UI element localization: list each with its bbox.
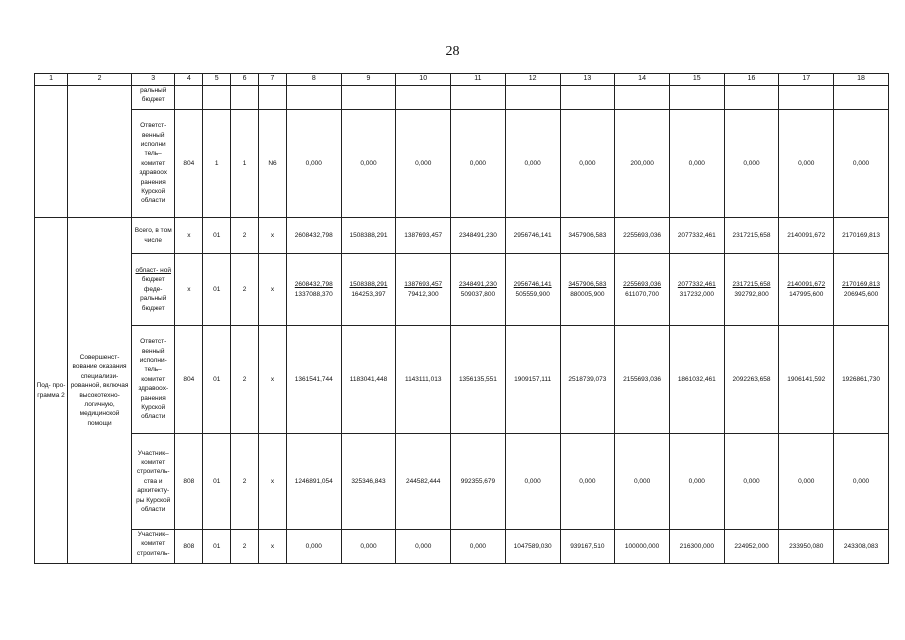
code-cell: 01	[203, 530, 231, 564]
value-cell: 0,000	[560, 110, 615, 218]
value-cell: 2348491,230	[451, 218, 506, 254]
executor-cell: Всего, в том числе	[132, 218, 175, 254]
value-cell: 0,000	[396, 110, 451, 218]
page-number: 28	[445, 44, 460, 59]
value-cell: 2077332,461 317232,000	[669, 254, 724, 326]
header-cell: 9	[341, 74, 396, 86]
table-row	[35, 254, 889, 326]
code-cell: 1	[231, 110, 259, 218]
value-cell: 1508388,291	[341, 218, 396, 254]
value-cell: 0,000	[396, 530, 451, 564]
value-cell: 992355,679	[451, 434, 506, 530]
value-cell: 1246891,054	[286, 434, 341, 530]
empty-cell	[68, 86, 132, 218]
participant-cell: Участник– комитет строитель-	[132, 530, 175, 564]
code-cell: 804	[175, 110, 203, 218]
value-cell: 2170169,813	[834, 218, 889, 254]
value-cell: 0,000	[615, 434, 670, 530]
code-cell: 01	[203, 326, 231, 434]
code-cell: х	[259, 254, 287, 326]
value-cell: 0,000	[724, 434, 779, 530]
value-cell: 2317215,658	[724, 218, 779, 254]
header-cell: 18	[834, 74, 889, 86]
value-cell: 0,000	[779, 110, 834, 218]
value-cell: 1356135,551	[451, 326, 506, 434]
value-cell: 2170169,813 206945,600	[834, 254, 889, 326]
header-cell: 6	[231, 74, 259, 86]
budget-source-cell	[132, 254, 175, 326]
table-row	[35, 218, 889, 254]
code-cell: 1	[203, 110, 231, 218]
code-cell: х	[259, 434, 287, 530]
header-cell: 15	[669, 74, 724, 86]
value-cell: 2608432,798 1337088,370	[286, 254, 341, 326]
code-cell: N6	[259, 110, 287, 218]
header-cell: 3	[132, 74, 175, 86]
participant-cell: Участник– комитет строитель- ства и архитекту- ры Курской области	[132, 434, 175, 530]
code-cell: х	[259, 326, 287, 434]
header-cell: 10	[396, 74, 451, 86]
value-cell: 1508388,291 164253,397	[341, 254, 396, 326]
header-cell: 11	[451, 74, 506, 86]
code-cell: 2	[231, 326, 259, 434]
value-cell: 2140091,672 147995,600	[779, 254, 834, 326]
header-cell: 13	[560, 74, 615, 86]
value-cell: 1047589,030	[505, 530, 560, 564]
value-cell: 0,000	[286, 530, 341, 564]
value-cell: 1909157,111	[505, 326, 560, 434]
header-cell: 1	[35, 74, 68, 86]
code-cell: 804	[175, 326, 203, 434]
value-cell: 2608432,798	[286, 218, 341, 254]
code-cell: 808	[175, 530, 203, 564]
value-cell: 1387693,457	[396, 218, 451, 254]
value-cell: 939167,510	[560, 530, 615, 564]
value-cell: 2077332,461	[669, 218, 724, 254]
value-cell: 2317215,658 392792,800	[724, 254, 779, 326]
value-cell: 0,000	[505, 110, 560, 218]
header-cell: 17	[779, 74, 834, 86]
value-cell: 1906141,592	[779, 326, 834, 434]
executor-cell: Ответст- венный исполни тель– комитет здравоох ранения Курской области	[132, 110, 175, 218]
fragment-cell: ральный бюджет	[132, 86, 175, 110]
budget-source-b: бюджет феде- ральный бюджет	[140, 276, 167, 312]
value-cell: 2956746,141	[505, 218, 560, 254]
header-cell: 2	[68, 74, 132, 86]
header-cell: 7	[259, 74, 287, 86]
value-cell: 3457906,583	[560, 218, 615, 254]
value-cell: 2255693,036 611070,700	[615, 254, 670, 326]
value-cell: 2092263,658	[724, 326, 779, 434]
value-cell: 1361541,744	[286, 326, 341, 434]
value-cell: 0,000	[505, 434, 560, 530]
code-cell: х	[259, 218, 287, 254]
value-cell: 0,000	[834, 110, 889, 218]
value-cell: 0,000	[341, 110, 396, 218]
value-cell: 0,000	[451, 110, 506, 218]
executor-cell: Ответст- венный исполни- тель– комитет здравоох- ранения Курской области	[132, 326, 175, 434]
value-cell: 3457906,583 880005,900	[560, 254, 615, 326]
header-cell: 16	[724, 74, 779, 86]
header-cell: 14	[615, 74, 670, 86]
value-cell: 0,000	[341, 530, 396, 564]
code-cell: 2	[231, 530, 259, 564]
value-cell: 2140091,672	[779, 218, 834, 254]
value-cell: 0,000	[834, 434, 889, 530]
code-cell: 2	[231, 218, 259, 254]
budget-source-a: област- ной	[135, 266, 171, 274]
value-cell: 0,000	[451, 530, 506, 564]
header-row	[35, 74, 889, 86]
value-cell: 0,000	[669, 434, 724, 530]
value-cell: 2518739,073	[560, 326, 615, 434]
subprogram-name: Совершенст- вование оказания специализи- рованной, включая высокотехно- логичную, медицинской помощи	[68, 218, 132, 564]
value-cell: 0,000	[779, 434, 834, 530]
code-cell: 01	[203, 254, 231, 326]
code-cell: 2	[231, 254, 259, 326]
value-cell: 243308,083	[834, 530, 889, 564]
header-cell: 5	[203, 74, 231, 86]
code-cell: 01	[203, 218, 231, 254]
code-cell: 2	[231, 434, 259, 530]
value-cell: 1183041,448	[341, 326, 396, 434]
code-cell: х	[259, 530, 287, 564]
value-cell: 1387693,457 79412,300	[396, 254, 451, 326]
table-row	[35, 110, 889, 218]
empty-cell	[35, 86, 68, 218]
code-cell: х	[175, 254, 203, 326]
value-cell: 325346,843	[341, 434, 396, 530]
value-cell: 244582,444	[396, 434, 451, 530]
code-cell: 808	[175, 434, 203, 530]
code-cell: 01	[203, 434, 231, 530]
header-cell: 12	[505, 74, 560, 86]
code-cell: х	[175, 218, 203, 254]
value-cell: 233950,080	[779, 530, 834, 564]
table-row	[35, 326, 889, 434]
value-cell: 0,000	[286, 110, 341, 218]
value-cell: 216300,000	[669, 530, 724, 564]
value-cell: 1861032,461	[669, 326, 724, 434]
header-cell: 4	[175, 74, 203, 86]
table-row	[35, 530, 889, 564]
subprogram-label: Под- про- грамма 2	[35, 218, 68, 564]
value-cell: 2956746,141 505559,900	[505, 254, 560, 326]
value-cell: 200,000	[615, 110, 670, 218]
value-cell: 2155693,036	[615, 326, 670, 434]
header-cell: 8	[286, 74, 341, 86]
value-cell: 2348491,230 509037,800	[451, 254, 506, 326]
value-cell: 0,000	[560, 434, 615, 530]
budget-table	[34, 73, 889, 564]
value-cell: 2255693,036	[615, 218, 670, 254]
value-cell: 0,000	[669, 110, 724, 218]
table-row	[35, 86, 889, 110]
table-row	[35, 434, 889, 530]
value-cell: 100000,000	[615, 530, 670, 564]
value-cell: 1143111,013	[396, 326, 451, 434]
value-cell: 224952,000	[724, 530, 779, 564]
value-cell: 1926861,730	[834, 326, 889, 434]
value-cell: 0,000	[724, 110, 779, 218]
